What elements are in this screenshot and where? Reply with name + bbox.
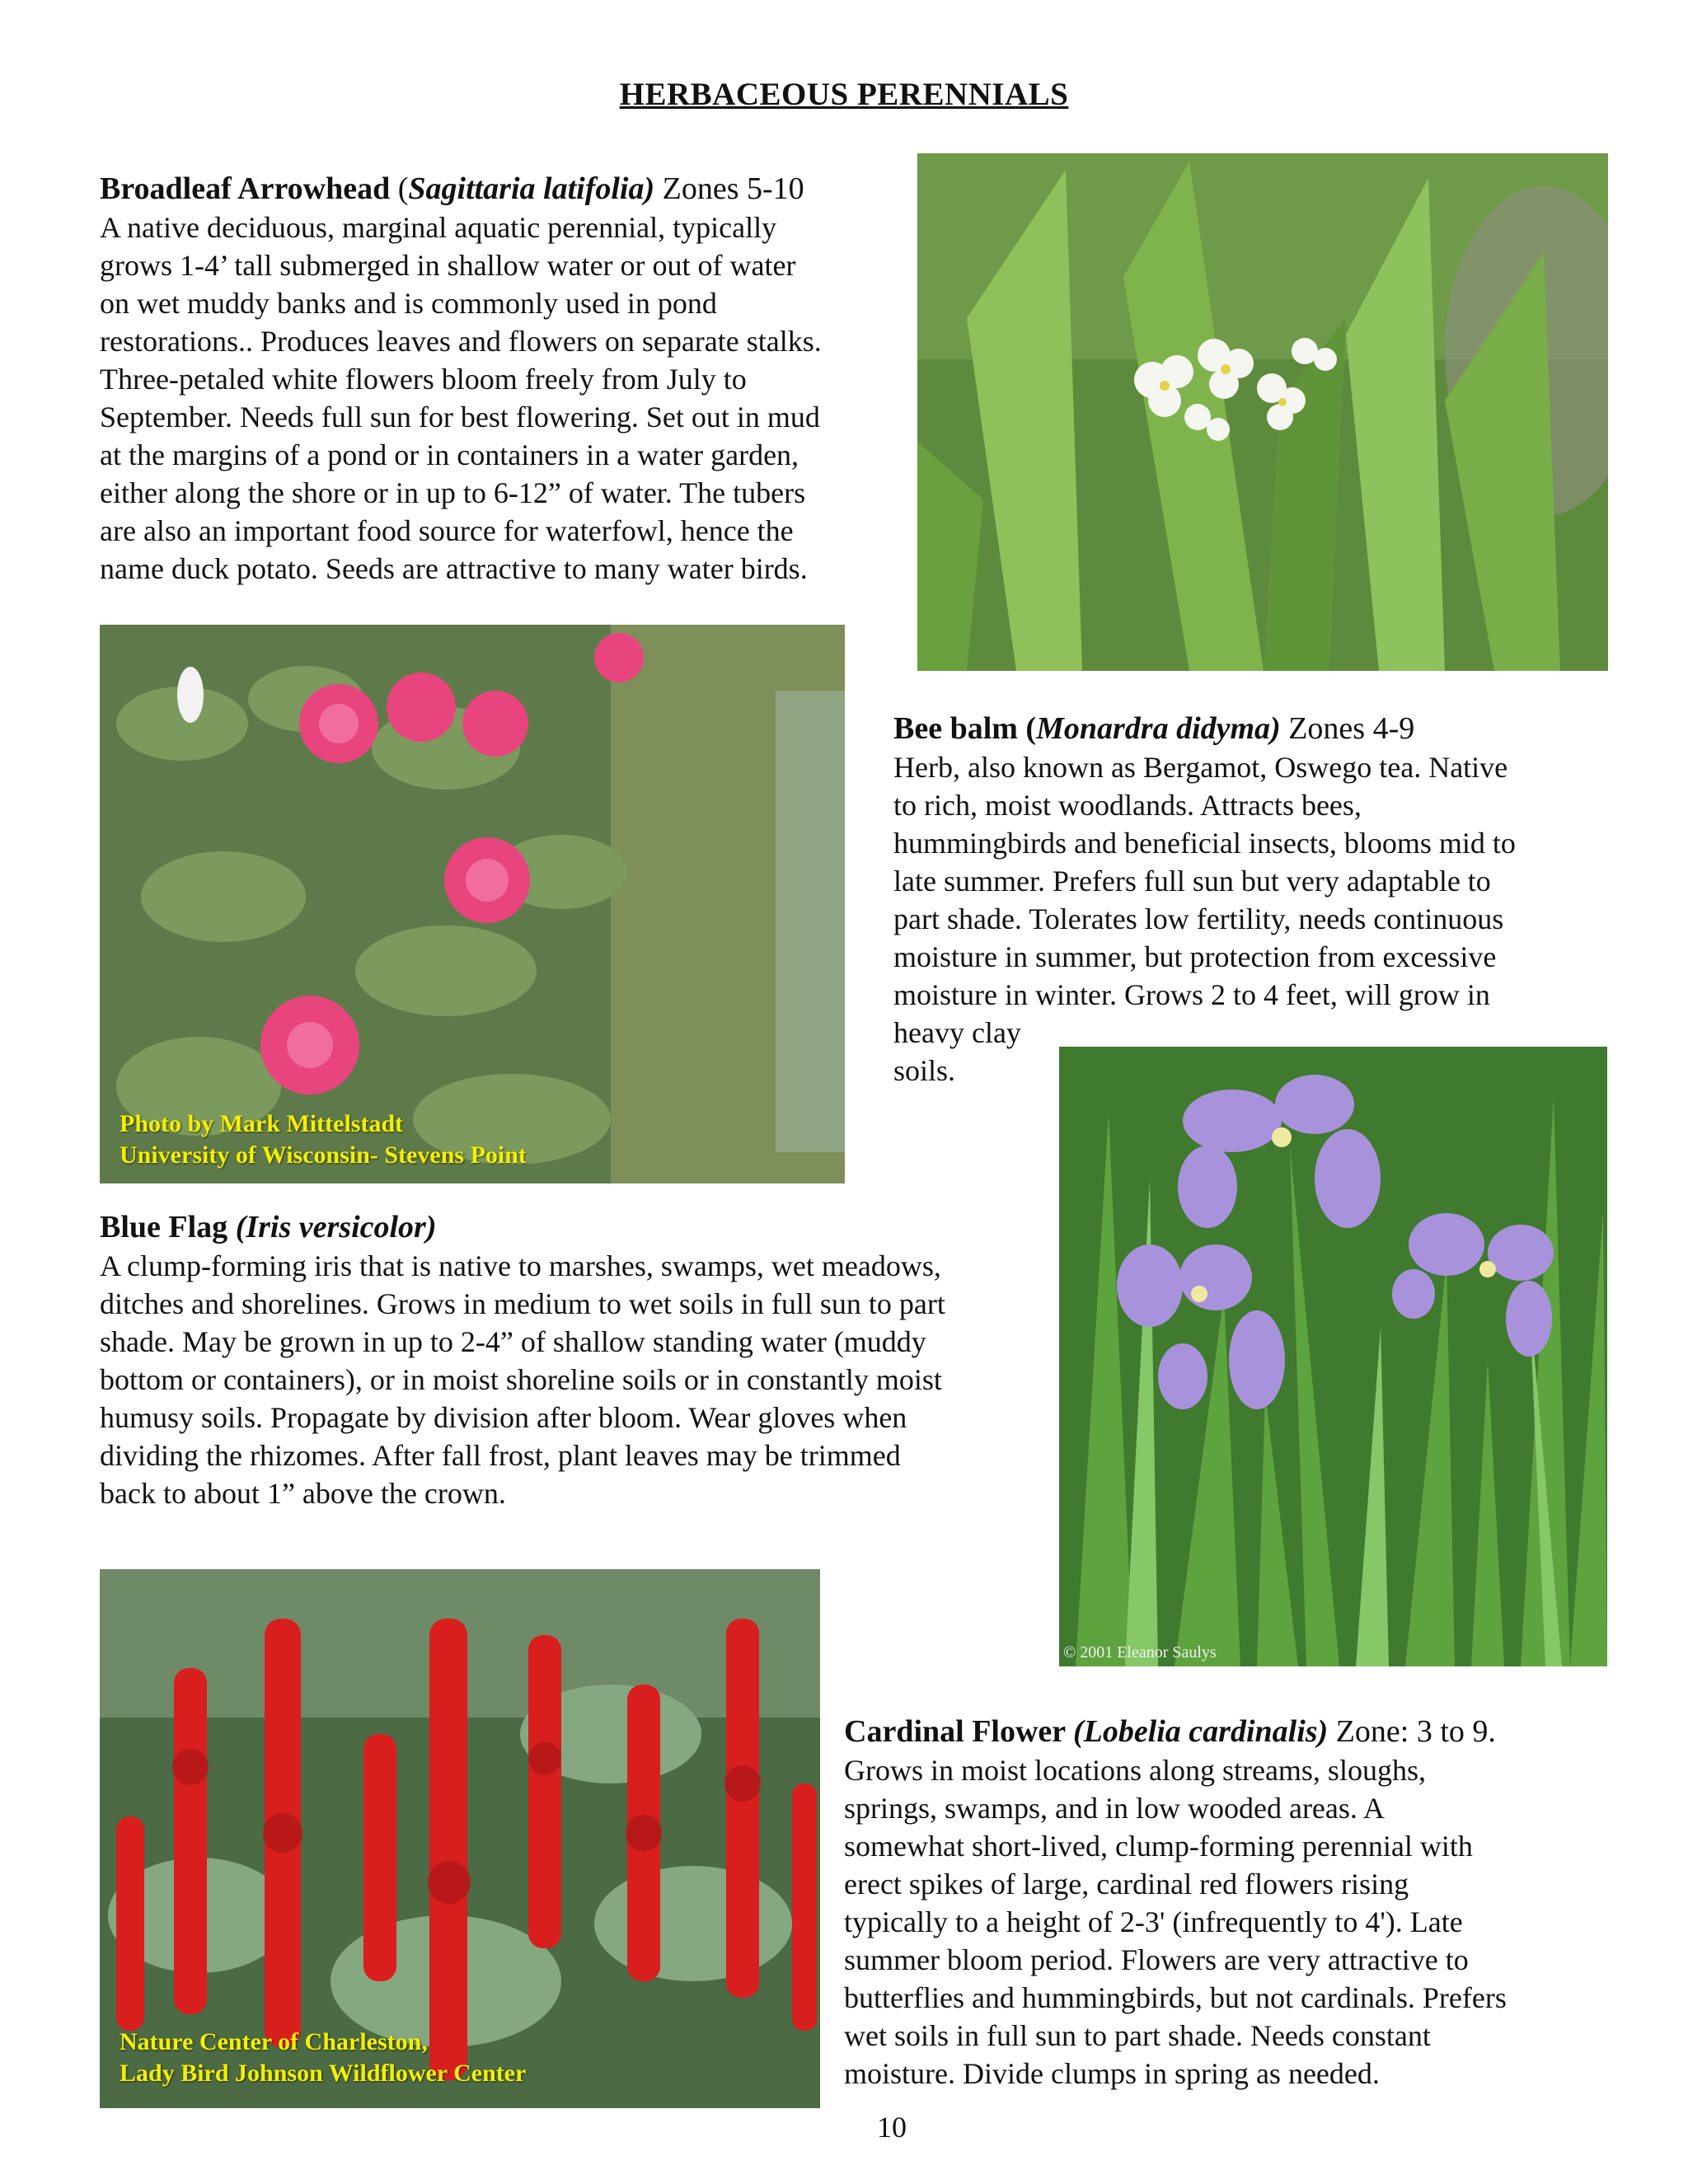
blueflag-line: bottom or containers), or in moist shoreline soils or in constantly moist bbox=[100, 1363, 942, 1396]
arrowhead-section bbox=[100, 169, 916, 588]
cardinal-title bbox=[844, 1712, 1635, 1751]
beebalm-line: Herb, also known as Bergamot, Oswego tea. Native bbox=[893, 751, 1508, 784]
blueflag-line: ditches and shorelines. Grows in medium to wet soils in full sun to part bbox=[100, 1287, 945, 1320]
cardinal-zones: Zone: 3 to 9. bbox=[1328, 1714, 1496, 1749]
arrowhead-line: grows 1-4’ tall submerged in shallow water or out of water bbox=[100, 249, 796, 282]
arrowhead-line: A native deciduous, marginal aquatic perennial, typically bbox=[100, 211, 777, 244]
arrowhead-line: are also an important food source for waterfowl, hence the bbox=[100, 514, 794, 547]
blueflag-section bbox=[100, 1207, 1064, 1512]
beebalm-zones: Zones 4-9 bbox=[1280, 711, 1415, 746]
arrowhead-line: September. Needs full sun for best flowering. Set out in mud bbox=[100, 401, 820, 434]
blueflag-latin-name: (Iris versicolor) bbox=[235, 1210, 437, 1244]
arrowhead-line: at the margins of a pond or in containers in a water garden, bbox=[100, 438, 799, 471]
blueflag-line: A clump-forming iris that is native to marshes, swamps, wet meadows, bbox=[100, 1249, 941, 1282]
arrowhead-zones: Zones 5-10 bbox=[654, 171, 804, 206]
beebalm-line: to rich, moist woodlands. Attracts bees, bbox=[893, 789, 1362, 822]
beebalm-line: late summer. Prefers full sun but very adaptable to bbox=[893, 865, 1491, 898]
cardinal-credit-line: Lady Bird Johnson Wildflower Center bbox=[120, 2060, 527, 2087]
blueflag-title bbox=[100, 1207, 1064, 1247]
cardinal-latin-name: (Lobelia cardinalis) bbox=[1072, 1714, 1329, 1749]
beebalm-photo-art bbox=[100, 625, 845, 1183]
arrowhead-line: Three-petaled white flowers bloom freely from July to bbox=[100, 363, 747, 396]
arrowhead-line: either along the shore or in up to 6-12” of water. The tubers bbox=[100, 476, 806, 509]
cardinal-line: somewhat short-lived, clump-forming perennial with bbox=[844, 1830, 1473, 1863]
cardinal-photo-credit bbox=[120, 2027, 526, 2089]
cardinal-credit-line: Nature Center of Charleston, bbox=[120, 2028, 428, 2055]
blueflag-line: dividing the rhizomes. After fall frost, plant leaves may be trimmed bbox=[100, 1439, 901, 1472]
cardinal-line: springs, swamps, and in low wooded areas. A bbox=[844, 1792, 1385, 1825]
arrowhead-line: restorations.. Produces leaves and flowers on separate stalks. bbox=[100, 325, 822, 358]
blueflag-description bbox=[100, 1247, 1064, 1512]
beebalm-credit-line: University of Wisconsin- Stevens Point bbox=[120, 1141, 527, 1169]
arrowhead-line: on wet muddy banks and is commonly used in pond bbox=[100, 287, 717, 320]
beebalm-photo-credit bbox=[120, 1108, 527, 1171]
blueflag-common-name: Blue Flag bbox=[100, 1210, 236, 1244]
beebalm-description bbox=[893, 748, 1635, 1090]
cardinal-section bbox=[844, 1712, 1635, 2093]
beebalm-line: moisture in summer, but protection from excessive bbox=[893, 940, 1497, 973]
beebalm-line: moisture in winter. Grows 2 to 4 feet, will grow in bbox=[893, 978, 1490, 1011]
cardinal-line: moisture. Divide clumps in spring as needed. bbox=[844, 2057, 1380, 2090]
beebalm-line: soils. bbox=[893, 1054, 956, 1087]
arrowhead-description bbox=[100, 209, 916, 588]
cardinal-line: Grows in moist locations along streams, sloughs, bbox=[844, 1754, 1426, 1787]
beebalm-latin-name: Monardra didyma) bbox=[1036, 711, 1281, 746]
beebalm-photo bbox=[100, 625, 845, 1183]
blueflag-line: shade. May be grown in up to 2-4” of shallow standing water (muddy bbox=[100, 1325, 926, 1358]
blueflag-photo bbox=[1059, 1047, 1607, 1666]
cardinal-line: erect spikes of large, cardinal red flowers rising bbox=[844, 1868, 1409, 1900]
beebalm-line: heavy clay bbox=[893, 1016, 1021, 1049]
arrowhead-line: name duck potato. Seeds are attractive to many water birds. bbox=[100, 552, 808, 585]
cardinal-line: wet soils in full sun to part shade. Needs constant bbox=[844, 2019, 1431, 2052]
arrowhead-photo bbox=[917, 153, 1608, 671]
beebalm-common-name: Bee balm ( bbox=[893, 711, 1037, 746]
beebalm-line: hummingbirds and beneficial insects, blooms mid to bbox=[893, 827, 1516, 860]
arrowhead-photo-art bbox=[917, 153, 1608, 671]
blueflag-photo-art bbox=[1059, 1047, 1607, 1666]
cardinal-common-name: Cardinal Flower bbox=[844, 1714, 1073, 1749]
arrowhead-title bbox=[100, 169, 916, 209]
beebalm-line: part shade. Tolerates low fertility, needs continuous bbox=[893, 902, 1504, 935]
page-number: 10 bbox=[877, 2111, 907, 2144]
cardinal-line: summer bloom period. Flowers are very attractive to bbox=[844, 1943, 1469, 1976]
page-heading: HERBACEOUS PERENNIALS bbox=[619, 77, 1069, 112]
blueflag-photo-credit: © 2001 Eleanor Saulys bbox=[1063, 1643, 1217, 1661]
beebalm-credit-line: Photo by Mark Mittelstadt bbox=[120, 1110, 404, 1137]
arrowhead-common-name: Broadleaf Arrowhead bbox=[100, 171, 391, 206]
blueflag-line: humusy soils. Propagate by division after bloom. Wear gloves when bbox=[100, 1401, 907, 1434]
beebalm-title bbox=[893, 709, 1635, 748]
cardinal-line: butterflies and hummingbirds, but not cardinals. Prefers bbox=[844, 1981, 1507, 2014]
cardinal-line: typically to a height of 2-3' (infrequently to 4'). Late bbox=[844, 1905, 1463, 1938]
blueflag-line: back to about 1” above the crown. bbox=[100, 1477, 506, 1510]
beebalm-section bbox=[893, 709, 1635, 1090]
arrowhead-open-paren: ( bbox=[390, 171, 409, 206]
arrowhead-latin-name: Sagittaria latifolia) bbox=[408, 171, 655, 206]
cardinal-description bbox=[844, 1751, 1635, 2093]
